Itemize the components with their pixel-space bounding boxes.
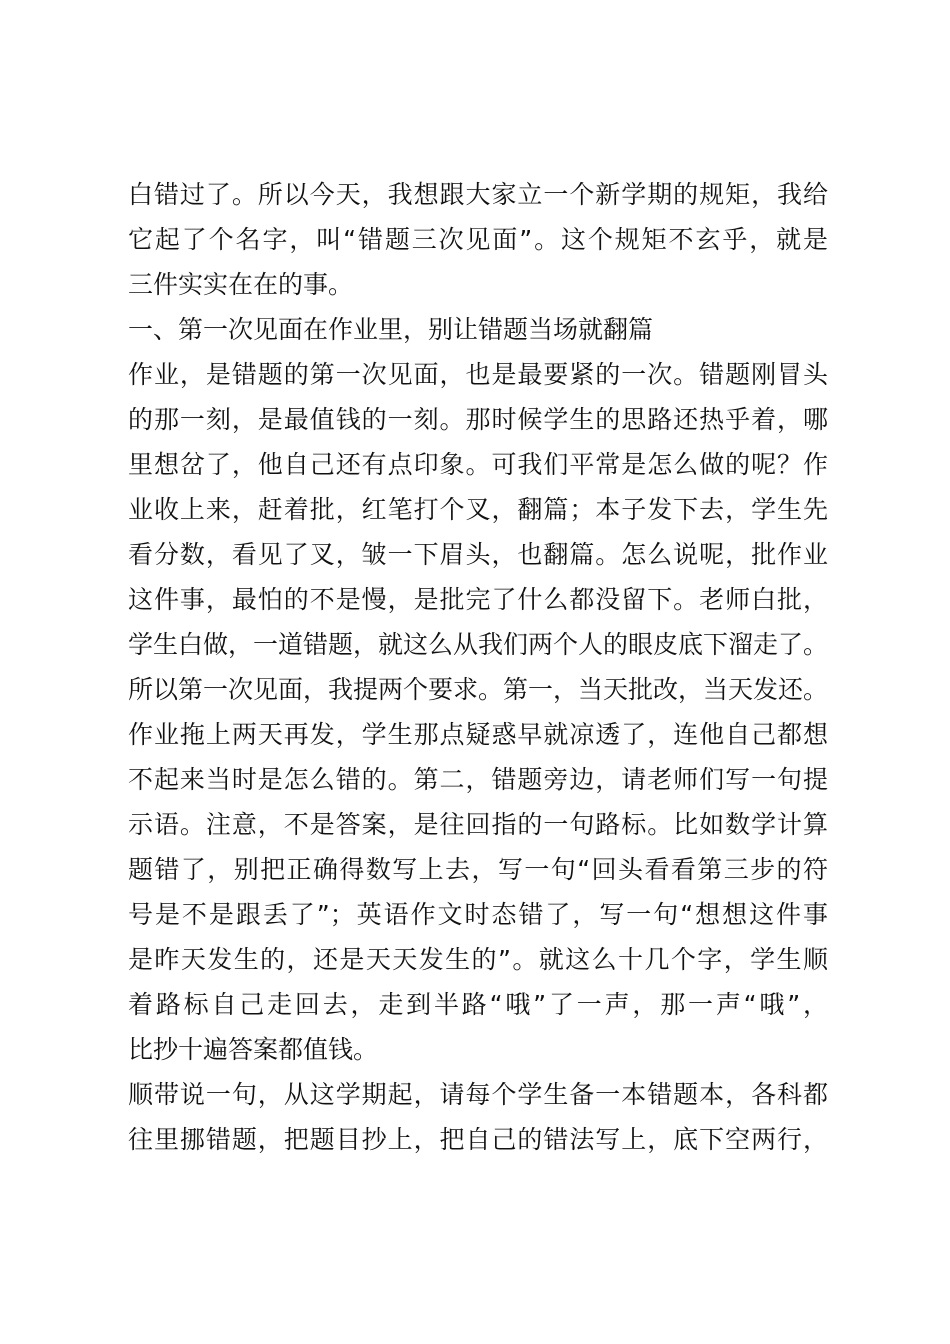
text-line-17: 号是不是跟丢了”；英语作文时态错了，写一句“想想这件事 [128, 900, 828, 929]
text-line-7: 里想岔了，他自己还有点印象。可我们平常是怎么做的呢？作 [128, 450, 828, 479]
text-line-21: 顺带说一句，从这学期起，请每个学生备一本错题本，各科都 [128, 1080, 828, 1109]
text-line-5: 作业，是错题的第一次见面，也是最要紧的一次。错题刚冒头 [128, 360, 828, 389]
text-line-20: 比抄十遍答案都值钱。 [128, 1035, 379, 1064]
text-line-10: 这件事，最怕的不是慢，是批完了什么都没留下。老师白批， [128, 585, 828, 614]
section-heading: 一、第一次见面在作业里，别让错题当场就翻篇 [128, 315, 654, 344]
document-body [128, 172, 828, 1162]
text-line-8: 业收上来，赶着批，红笔打个叉，翻篇；本子发下去，学生先 [128, 495, 828, 524]
text-line-18: 是昨天发生的，还是天天发生的”。就这么十几个字，学生顺 [128, 945, 828, 974]
text-line-14: 不起来当时是怎么错的。第二，错题旁边，请老师们写一句提 [128, 765, 828, 794]
text-line-6: 的那一刻，是最值钱的一刻。那时候学生的思路还热乎着，哪 [128, 405, 828, 434]
text-line-12: 所以第一次见面，我提两个要求。第一，当天批改，当天发还。 [128, 675, 829, 704]
text-line-1: 白错过了。所以今天，我想跟大家立一个新学期的规矩，我给 [128, 180, 828, 209]
text-line-19: 着路标自己走回去，走到半路“哦”了一声，那一声“哦”， [128, 990, 828, 1019]
text-line-3: 三件实实在在的事。 [128, 270, 354, 299]
text-line-15: 示语。注意，不是答案，是往回指的一句路标。比如数学计算 [128, 810, 828, 839]
text-line-9: 看分数，看见了叉，皱一下眉头，也翻篇。怎么说呢，批作业 [128, 540, 828, 569]
text-line-11: 学生白做，一道错题，就这么从我们两个人的眼皮底下溜走了。 [128, 630, 829, 659]
text-line-22: 往里挪错题，把题目抄上，把自己的错法写上，底下空两行， [128, 1125, 828, 1154]
text-line-2: 它起了个名字，叫“错题三次见面”。这个规矩不玄乎，就是 [128, 225, 828, 254]
text-line-13: 作业拖上两天再发，学生那点疑惑早就凉透了，连他自己都想 [128, 720, 828, 749]
text-line-16: 题错了，别把正确得数写上去，写一句“回头看看第三步的符 [128, 855, 828, 884]
